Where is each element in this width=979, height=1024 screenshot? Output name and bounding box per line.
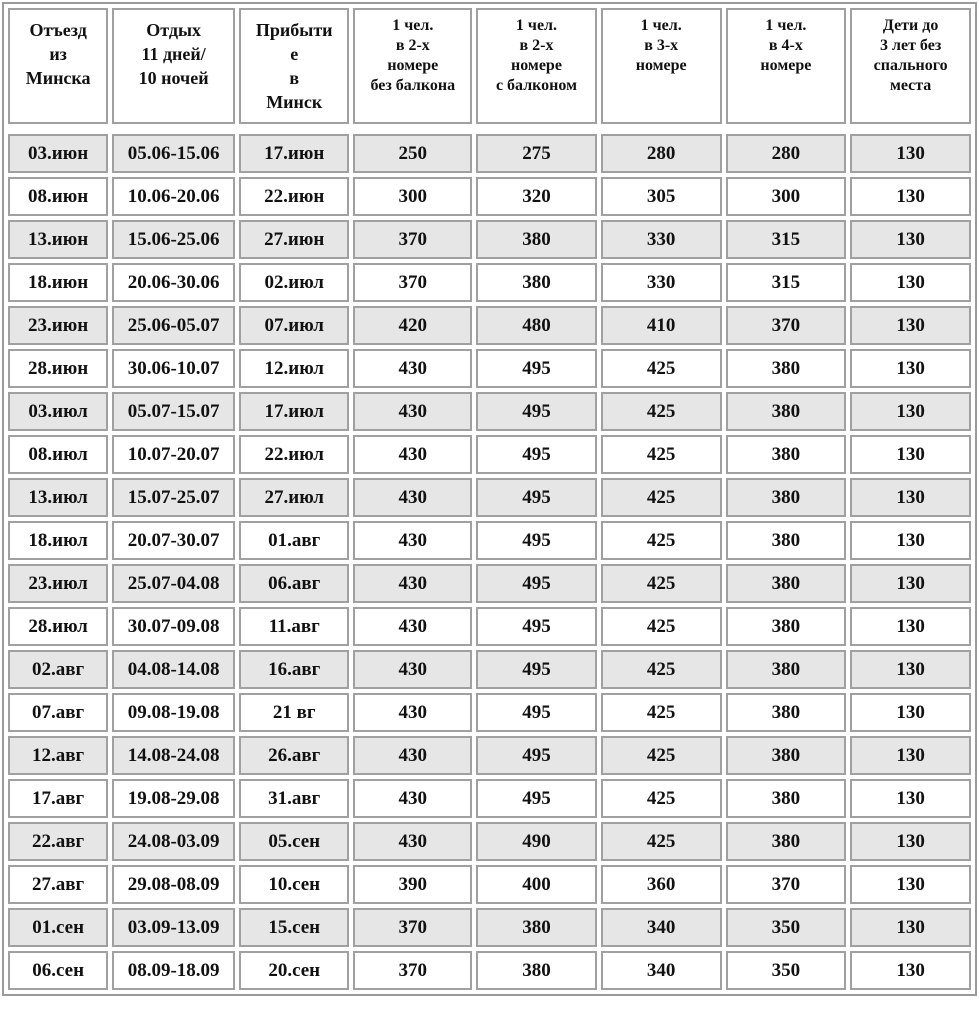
- cell-rest-dates: 05.06-15.06: [112, 134, 235, 173]
- cell-price-double-balcony: 495: [476, 607, 597, 646]
- cell-price-child: 130: [850, 607, 971, 646]
- cell-price-double-no-balcony: 370: [353, 951, 472, 990]
- cell-price-double-no-balcony: 430: [353, 392, 472, 431]
- cell-price-quad: 380: [726, 564, 847, 603]
- header-arrival-minsk: Прибыти е в Минск: [239, 8, 349, 124]
- cell-price-double-balcony: 320: [476, 177, 597, 216]
- cell-price-quad: 380: [726, 693, 847, 732]
- cell-arrival-date: 02.июл: [239, 263, 349, 302]
- cell-departure-date: 17.авг: [8, 779, 108, 818]
- cell-price-triple: 360: [601, 865, 722, 904]
- cell-price-quad: 300: [726, 177, 847, 216]
- cell-departure-date: 01.сен: [8, 908, 108, 947]
- cell-price-double-no-balcony: 420: [353, 306, 472, 345]
- cell-price-triple: 425: [601, 607, 722, 646]
- cell-price-double-balcony: 380: [476, 908, 597, 947]
- table-row: [8, 564, 971, 603]
- cell-price-double-balcony: 495: [476, 435, 597, 474]
- tour-price-table: [2, 2, 977, 996]
- cell-departure-date: 03.июл: [8, 392, 108, 431]
- cell-price-triple: 425: [601, 650, 722, 689]
- cell-price-quad: 350: [726, 908, 847, 947]
- cell-price-quad: 380: [726, 736, 847, 775]
- table-row: [8, 349, 971, 388]
- cell-price-quad: 380: [726, 607, 847, 646]
- cell-price-child: 130: [850, 822, 971, 861]
- cell-price-double-balcony: 275: [476, 134, 597, 173]
- cell-departure-date: 27.авг: [8, 865, 108, 904]
- cell-price-triple: 425: [601, 564, 722, 603]
- cell-price-double-balcony: 495: [476, 779, 597, 818]
- cell-price-double-balcony: 480: [476, 306, 597, 345]
- cell-price-quad: 370: [726, 306, 847, 345]
- cell-arrival-date: 10.сен: [239, 865, 349, 904]
- cell-price-double-no-balcony: 430: [353, 521, 472, 560]
- table-row: [8, 951, 971, 990]
- table-body: [8, 134, 971, 990]
- cell-price-double-no-balcony: 430: [353, 435, 472, 474]
- cell-price-child: 130: [850, 392, 971, 431]
- cell-departure-date: 18.июл: [8, 521, 108, 560]
- cell-price-triple: 425: [601, 435, 722, 474]
- cell-price-double-balcony: 380: [476, 951, 597, 990]
- cell-price-triple: 425: [601, 736, 722, 775]
- cell-price-triple: 340: [601, 951, 722, 990]
- cell-price-quad: 280: [726, 134, 847, 173]
- cell-rest-dates: 24.08-03.09: [112, 822, 235, 861]
- cell-price-triple: 425: [601, 349, 722, 388]
- cell-price-triple: 425: [601, 822, 722, 861]
- cell-price-double-no-balcony: 430: [353, 349, 472, 388]
- cell-price-quad: 350: [726, 951, 847, 990]
- cell-price-double-balcony: 400: [476, 865, 597, 904]
- table-row: [8, 736, 971, 775]
- table-row: [8, 177, 971, 216]
- cell-price-triple: 425: [601, 779, 722, 818]
- cell-price-child: 130: [850, 478, 971, 517]
- cell-price-triple: 425: [601, 521, 722, 560]
- cell-rest-dates: 15.07-25.07: [112, 478, 235, 517]
- cell-departure-date: 13.июн: [8, 220, 108, 259]
- cell-price-double-balcony: 495: [476, 392, 597, 431]
- cell-rest-dates: 30.06-10.07: [112, 349, 235, 388]
- cell-price-triple: 425: [601, 693, 722, 732]
- cell-price-quad: 380: [726, 435, 847, 474]
- header-gap: [8, 128, 971, 130]
- cell-price-child: 130: [850, 220, 971, 259]
- cell-price-double-no-balcony: 430: [353, 478, 472, 517]
- cell-price-double-balcony: 380: [476, 220, 597, 259]
- cell-price-child: 130: [850, 779, 971, 818]
- table-row: [8, 693, 971, 732]
- cell-departure-date: 03.июн: [8, 134, 108, 173]
- cell-price-double-no-balcony: 250: [353, 134, 472, 173]
- cell-arrival-date: 17.июл: [239, 392, 349, 431]
- cell-rest-dates: 10.06-20.06: [112, 177, 235, 216]
- table-row: [8, 521, 971, 560]
- cell-departure-date: 22.авг: [8, 822, 108, 861]
- cell-price-quad: 380: [726, 779, 847, 818]
- cell-arrival-date: 15.сен: [239, 908, 349, 947]
- cell-departure-date: 02.авг: [8, 650, 108, 689]
- cell-departure-date: 13.июл: [8, 478, 108, 517]
- cell-departure-date: 18.июн: [8, 263, 108, 302]
- cell-price-child: 130: [850, 736, 971, 775]
- header-quad-room: 1 чел. в 4-х номере: [726, 8, 847, 124]
- cell-price-double-no-balcony: 430: [353, 607, 472, 646]
- cell-price-triple: 425: [601, 478, 722, 517]
- cell-departure-date: 23.июл: [8, 564, 108, 603]
- cell-arrival-date: 17.июн: [239, 134, 349, 173]
- table-row: [8, 263, 971, 302]
- cell-rest-dates: 09.08-19.08: [112, 693, 235, 732]
- header-departure-minsk: Отъезд из Минска: [8, 8, 108, 124]
- cell-price-child: 130: [850, 349, 971, 388]
- header-triple-room: 1 чел. в 3-х номере: [601, 8, 722, 124]
- cell-price-quad: 370: [726, 865, 847, 904]
- cell-arrival-date: 12.июл: [239, 349, 349, 388]
- cell-price-double-balcony: 495: [476, 564, 597, 603]
- cell-price-triple: 410: [601, 306, 722, 345]
- cell-price-child: 130: [850, 908, 971, 947]
- cell-price-double-balcony: 495: [476, 478, 597, 517]
- header-children-under-3: Дети до 3 лет без спального места: [850, 8, 971, 124]
- table-row: [8, 220, 971, 259]
- cell-price-quad: 315: [726, 263, 847, 302]
- cell-price-triple: 330: [601, 220, 722, 259]
- cell-rest-dates: 15.06-25.06: [112, 220, 235, 259]
- cell-price-double-balcony: 495: [476, 736, 597, 775]
- cell-arrival-date: 16.авг: [239, 650, 349, 689]
- cell-arrival-date: 05.сен: [239, 822, 349, 861]
- cell-departure-date: 12.авг: [8, 736, 108, 775]
- cell-rest-dates: 10.07-20.07: [112, 435, 235, 474]
- cell-price-quad: 380: [726, 349, 847, 388]
- cell-price-double-no-balcony: 430: [353, 822, 472, 861]
- cell-arrival-date: 22.июн: [239, 177, 349, 216]
- cell-price-quad: 380: [726, 478, 847, 517]
- cell-arrival-date: 27.июн: [239, 220, 349, 259]
- cell-price-child: 130: [850, 134, 971, 173]
- table-row: [8, 134, 971, 173]
- cell-departure-date: 08.июн: [8, 177, 108, 216]
- cell-price-quad: 380: [726, 392, 847, 431]
- cell-departure-date: 28.июл: [8, 607, 108, 646]
- header-double-room-with-balcony: 1 чел. в 2-х номере с балконом: [476, 8, 597, 124]
- cell-price-child: 130: [850, 435, 971, 474]
- table-row: [8, 435, 971, 474]
- table-row: [8, 779, 971, 818]
- cell-arrival-date: 21 вг: [239, 693, 349, 732]
- cell-rest-dates: 25.07-04.08: [112, 564, 235, 603]
- cell-price-child: 130: [850, 521, 971, 560]
- cell-rest-dates: 04.08-14.08: [112, 650, 235, 689]
- cell-price-double-no-balcony: 430: [353, 693, 472, 732]
- table-row: [8, 607, 971, 646]
- cell-price-child: 130: [850, 693, 971, 732]
- cell-arrival-date: 27.июл: [239, 478, 349, 517]
- table-row: [8, 650, 971, 689]
- cell-rest-dates: 03.09-13.09: [112, 908, 235, 947]
- cell-price-quad: 380: [726, 822, 847, 861]
- cell-departure-date: 08.июл: [8, 435, 108, 474]
- table-row: [8, 306, 971, 345]
- cell-price-double-balcony: 495: [476, 650, 597, 689]
- cell-price-double-no-balcony: 430: [353, 779, 472, 818]
- cell-price-double-no-balcony: 300: [353, 177, 472, 216]
- cell-departure-date: 06.сен: [8, 951, 108, 990]
- cell-price-child: 130: [850, 865, 971, 904]
- header-double-room-no-balcony: 1 чел. в 2-х номере без балкона: [353, 8, 472, 124]
- cell-price-double-balcony: 490: [476, 822, 597, 861]
- cell-price-child: 130: [850, 177, 971, 216]
- cell-price-double-no-balcony: 370: [353, 220, 472, 259]
- cell-price-triple: 280: [601, 134, 722, 173]
- cell-price-double-balcony: 495: [476, 521, 597, 560]
- cell-rest-dates: 20.06-30.06: [112, 263, 235, 302]
- cell-arrival-date: 07.июл: [239, 306, 349, 345]
- cell-price-quad: 380: [726, 521, 847, 560]
- cell-price-quad: 315: [726, 220, 847, 259]
- cell-rest-dates: 30.07-09.08: [112, 607, 235, 646]
- cell-price-child: 130: [850, 306, 971, 345]
- cell-price-triple: 330: [601, 263, 722, 302]
- cell-arrival-date: 01.авг: [239, 521, 349, 560]
- cell-rest-dates: 19.08-29.08: [112, 779, 235, 818]
- cell-departure-date: 28.июн: [8, 349, 108, 388]
- cell-rest-dates: 25.06-05.07: [112, 306, 235, 345]
- cell-arrival-date: 31.авг: [239, 779, 349, 818]
- cell-price-triple: 340: [601, 908, 722, 947]
- cell-rest-dates: 05.07-15.07: [112, 392, 235, 431]
- cell-arrival-date: 26.авг: [239, 736, 349, 775]
- cell-arrival-date: 11.авг: [239, 607, 349, 646]
- cell-price-triple: 305: [601, 177, 722, 216]
- cell-price-child: 130: [850, 951, 971, 990]
- table-row: [8, 392, 971, 431]
- cell-price-child: 130: [850, 263, 971, 302]
- cell-departure-date: 07.авг: [8, 693, 108, 732]
- cell-price-triple: 425: [601, 392, 722, 431]
- table-row: [8, 865, 971, 904]
- cell-price-double-no-balcony: 430: [353, 736, 472, 775]
- cell-price-double-balcony: 495: [476, 349, 597, 388]
- cell-arrival-date: 22.июл: [239, 435, 349, 474]
- cell-rest-dates: 29.08-08.09: [112, 865, 235, 904]
- cell-price-double-no-balcony: 370: [353, 263, 472, 302]
- header-row: [8, 8, 971, 124]
- cell-rest-dates: 14.08-24.08: [112, 736, 235, 775]
- cell-arrival-date: 20.сен: [239, 951, 349, 990]
- cell-arrival-date: 06.авг: [239, 564, 349, 603]
- header-rest-period: Отдых 11 дней/ 10 ночей: [112, 8, 235, 124]
- cell-price-double-balcony: 495: [476, 693, 597, 732]
- cell-price-quad: 380: [726, 650, 847, 689]
- cell-rest-dates: 08.09-18.09: [112, 951, 235, 990]
- cell-price-double-no-balcony: 430: [353, 564, 472, 603]
- table-row: [8, 822, 971, 861]
- cell-price-double-balcony: 380: [476, 263, 597, 302]
- cell-price-double-no-balcony: 430: [353, 650, 472, 689]
- cell-price-child: 130: [850, 650, 971, 689]
- cell-price-double-no-balcony: 370: [353, 908, 472, 947]
- table-row: [8, 478, 971, 517]
- cell-rest-dates: 20.07-30.07: [112, 521, 235, 560]
- cell-price-child: 130: [850, 564, 971, 603]
- cell-departure-date: 23.июн: [8, 306, 108, 345]
- table-row: [8, 908, 971, 947]
- cell-price-double-no-balcony: 390: [353, 865, 472, 904]
